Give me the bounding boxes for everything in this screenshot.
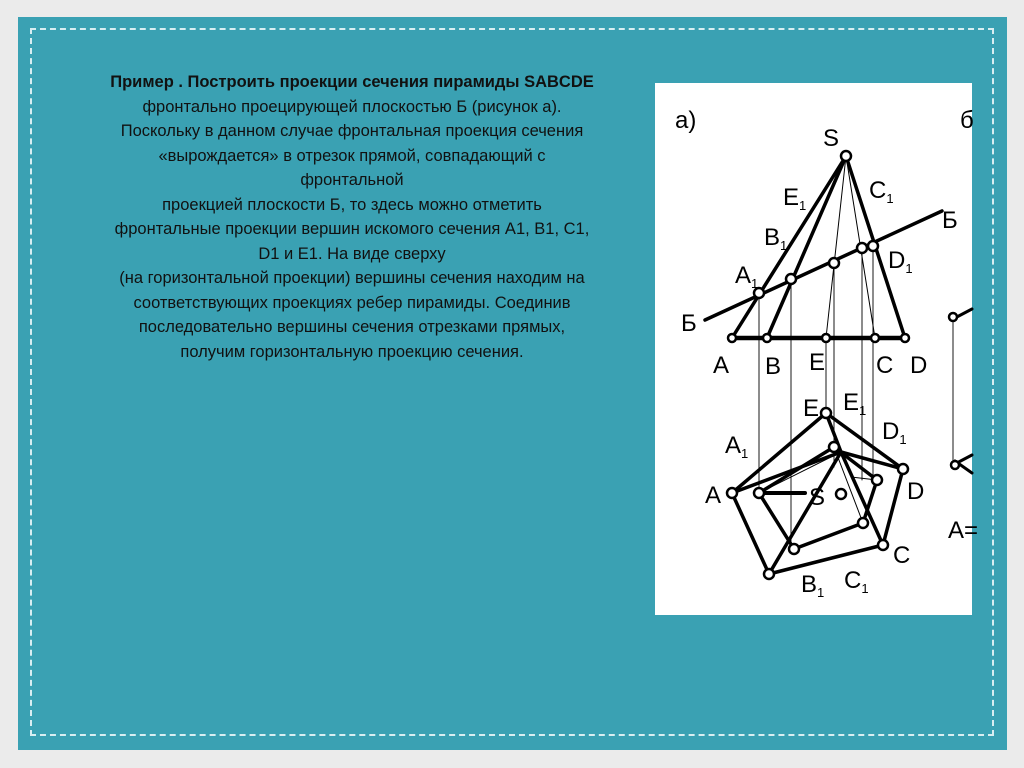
text-line: получим горизонтальную проекцию сечения. — [180, 342, 524, 361]
text-line: фронтально проецирующей плоскостью Б (рисунок а). — [142, 97, 562, 116]
pyramid-section-figure — [655, 83, 979, 615]
top-label-D: D — [907, 478, 925, 505]
label-S: S — [823, 125, 840, 152]
panel-b-fragment — [953, 309, 972, 473]
slide-body-text — [52, 70, 652, 364]
text-line: соответствующих проекциях ребер пирамиды. Соединив — [133, 293, 571, 312]
label-C1: $C_1$ — [869, 177, 894, 206]
text-line: (на горизонтальной проекции) вершины сечения находим на — [119, 269, 585, 287]
top-label-E1: $E_1$ — [843, 389, 867, 418]
label-plane-right: Б — [942, 207, 958, 234]
top-label-C1: $C_1$ — [844, 567, 869, 596]
top-label-B1: $B_1$ — [801, 571, 825, 600]
label-D: D — [910, 352, 928, 379]
top-label-E: E — [803, 395, 820, 422]
label-plane-left: Б — [681, 310, 697, 337]
text-line: последовательно вершины сечения отрезками прямых, — [138, 318, 566, 336]
figure-labels — [675, 107, 978, 600]
label-E1: $E_1$ — [783, 184, 807, 213]
text-line: D1 и Е1. На виде сверху — [258, 244, 446, 263]
label-B1: $B_1$ — [764, 224, 788, 253]
text-line: «вырождается» в отрезок прямой, совпадающий с — [158, 146, 546, 165]
text-line: фронтальные проекции вершин искомого сечения А1, В1, С1, — [114, 220, 590, 238]
text-line: проекцией плоскости Б, то здесь можно отметить — [162, 195, 542, 214]
top-label-A1: $A_1$ — [725, 432, 749, 461]
top-label-D1: $D_1$ — [882, 418, 907, 447]
top-label-A: A — [705, 482, 722, 509]
label-C: C — [876, 352, 894, 379]
panel-a-label: а) — [675, 107, 697, 134]
panel-b-label: б — [960, 107, 974, 134]
label-B: B — [765, 353, 782, 380]
top-label-S: S — [809, 484, 826, 511]
text-line: Пример . Построить проекции сечения пирамиды SABCDE — [110, 73, 594, 91]
frontal-projection — [705, 156, 942, 338]
top-label-C: C — [893, 542, 911, 569]
panel-b-fragment-label: A= — [948, 517, 979, 544]
label-D1: $D_1$ — [888, 247, 913, 276]
label-A: A — [713, 352, 730, 379]
label-E: E — [809, 349, 826, 376]
text-line: Поскольку в данном случае фронтальная проекция сечения — [120, 122, 584, 140]
figure-drawing — [655, 83, 979, 615]
label-A1: $A_1$ — [735, 262, 759, 291]
text-line: фронтальной — [300, 171, 404, 189]
